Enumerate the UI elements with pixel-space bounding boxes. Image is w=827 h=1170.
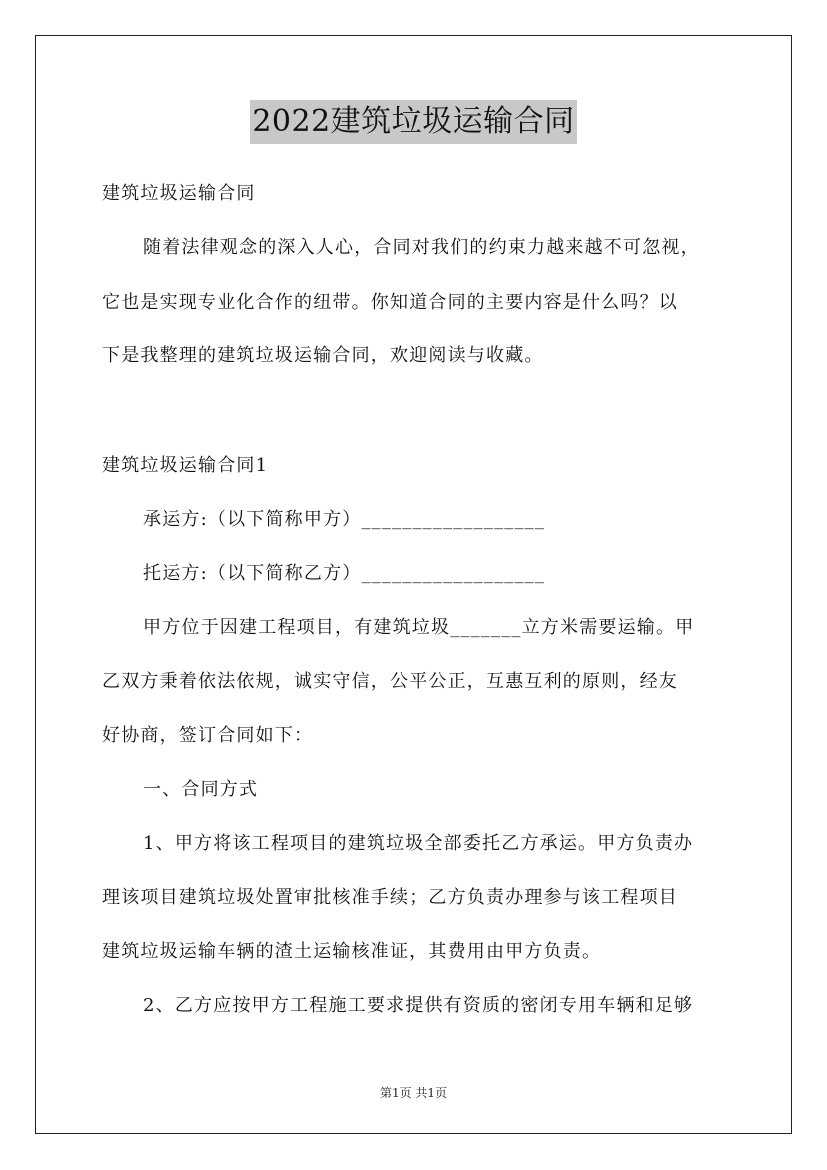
section-heading: 建筑垃圾运输合同1 [102,455,269,476]
document-title: 2022建筑垃圾运输合同 [250,100,576,144]
intro-line-1: 随着法律观念的深入人心，合同对我们的约束力越来越不可忽视， [143,237,700,258]
party-b-line: 托运方:（以下简称乙方）__________________ [143,563,546,584]
item2-line-1: 2、乙方应按甲方工程施工要求提供有资质的密闭专用车辆和足够 [143,995,694,1016]
party-a-line: 承运方:（以下简称甲方）__________________ [143,509,546,530]
intro-line-2: 它也是实现专业化合作的纽带。你知道合同的主要内容是什么吗？以 [102,292,678,313]
document-title-wrapper [0,100,827,144]
para1-line-2: 乙双方秉着依法依规，诚实守信，公平公正，互惠互利的原则，经友 [102,671,678,692]
page-footer: 第1页 共1页 [379,1086,448,1100]
clause-heading-1: 一、合同方式 [143,779,259,800]
intro-line-3: 下是我整理的建筑垃圾运输合同，欢迎阅读与收藏。 [102,345,544,366]
item1-line-2: 理该项目建筑垃圾处置审批核准手续；乙方负责办理参与该工程项目 [102,887,678,908]
subtitle: 建筑垃圾运输合同 [102,183,256,204]
para1-line-1: 甲方位于因建工程项目，有建筑垃圾_______立方米需要运输。甲 [143,617,695,638]
para1-line-3: 好协商，签订合同如下： [102,725,314,746]
item1-line-3: 建筑垃圾运输车辆的渣土运输核准证，其费用由甲方负责。 [102,941,602,962]
item1-line-1: 1、甲方将该工程项目的建筑垃圾全部委托乙方承运。甲方负责办 [143,833,694,854]
